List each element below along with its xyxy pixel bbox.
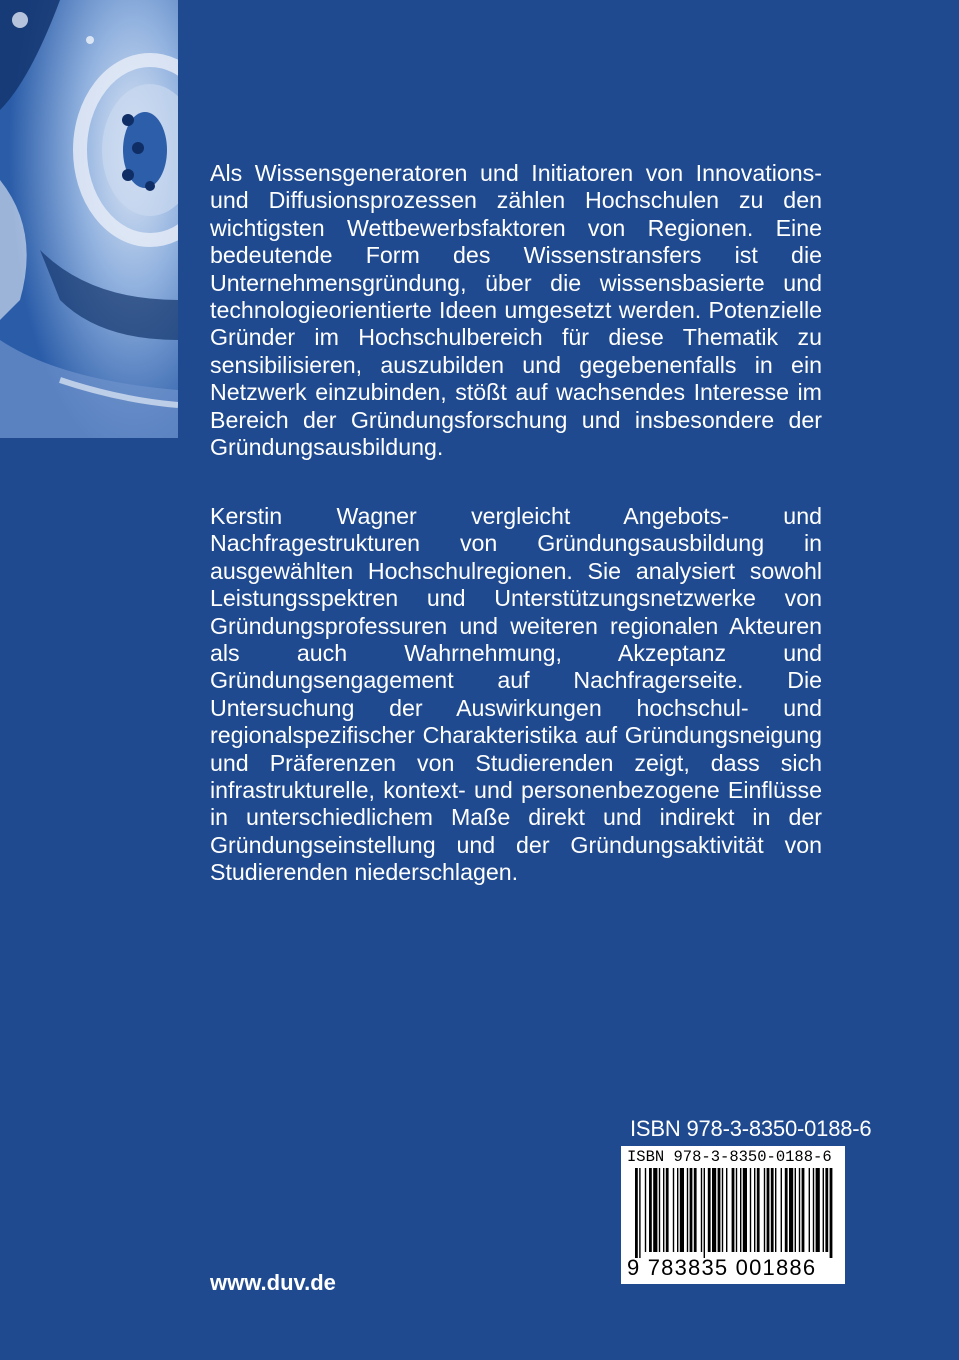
isbn-label: ISBN 978-3-8350-0188-6 [630, 1116, 872, 1141]
description-paragraph-2: Kerstin Wagner vergleicht Angebots- und Nachfragestrukturen von Gründungsausbildung in ausgewählten Hochschulregionen. Sie analysiert sowohl Leistungsspektren und Unterstützungsnetzwerke von Gründungsprofessuren und weiteren regionalen Akteuren als auch Wahrnehmung, Akzeptanz und Gründungsengagement auf Nachfragerseite. Die Untersuchung der Auswirkungen hochschul- und regionalspezifischer Charakteristika auf Gründungsneigung und Präferenzen von Studierenden zeigt, dass sich infrastrukturelle, kontext- und personenbezogene Einflüsse in unterschiedlichem Maße direkt und indirekt in der Gründungseinstellung und der Gründungsaktivität von Studierenden niederschlagen. [210, 503, 822, 886]
description-paragraph-1: Als Wissensgeneratoren und Initiatoren von Innovations- und Diffusionsprozessen zählen Hochschulen zu den wichtigsten Wettbewerbsfaktoren von Regionen. Eine bedeutende Form des Wissenstransfers ist die Unternehmensgründung, über die wissensbasierte und technologieorientierte Ideen umgesetzt werden. Potenzielle Gründer im Hochschulbereich für diese Thematik zu sensibilisieren, auszubilden und gegebenenfalls in ein Netzwerk einzubinden, stößt auf wachsendes Interesse im Bereich der Gründungsforschung und insbesondere der Gründungsausbildung. [210, 160, 822, 461]
website-link[interactable]: www.duv.de [210, 1270, 336, 1295]
cover-photo [0, 0, 178, 438]
barcode-digits: 9 783835 001886 [627, 1255, 817, 1280]
barcode [621, 1146, 845, 1284]
barcode-isbn-text: ISBN 978-3-8350-0188-6 [627, 1148, 832, 1166]
